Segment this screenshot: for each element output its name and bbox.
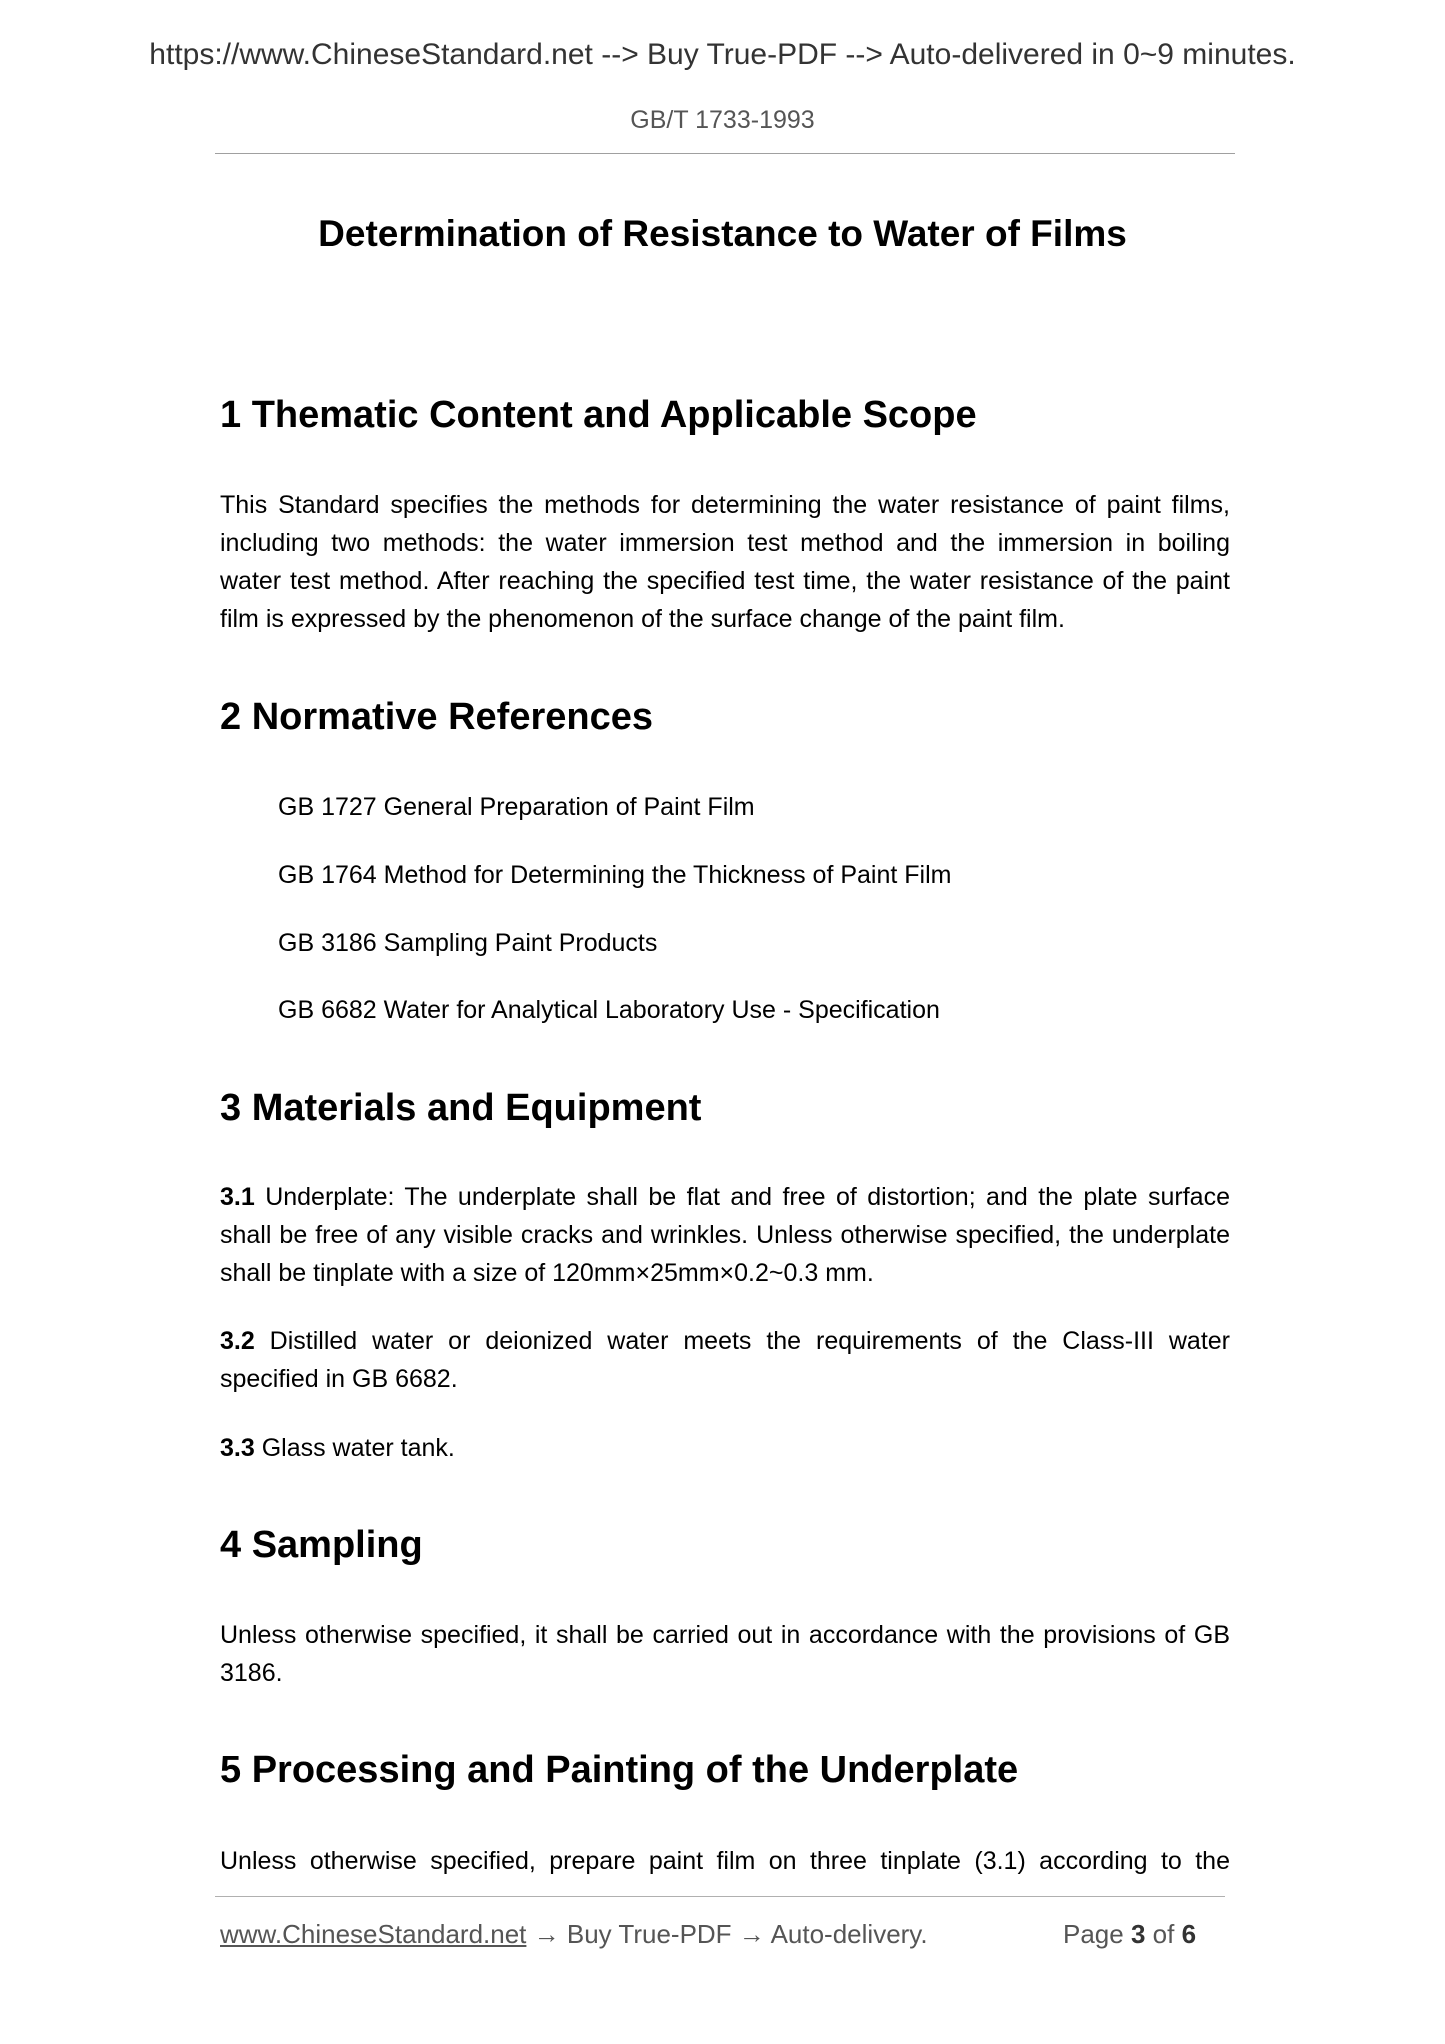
page-number <box>1063 1919 1196 1950</box>
clause-3-3 <box>220 1429 1230 1467</box>
top-banner: https://www.ChineseStandard.net --> Buy True-PDF --> Auto-delivered in 0~9 minutes. <box>149 38 1296 71</box>
footer-left <box>220 1919 928 1950</box>
document-title: Determination of Resistance to Water of Films <box>318 213 1127 254</box>
clause-number: 3.3 <box>220 1434 255 1462</box>
clause-text: Distilled water or deionized water meets the requirements of the Class-III water specified in GB 6682. <box>220 1327 1230 1393</box>
section-2-heading: 2 Normative References <box>220 696 653 738</box>
section-3-heading: 3 Materials and Equipment <box>220 1087 702 1129</box>
clause-text: Glass water tank. <box>254 1434 455 1462</box>
reference-item: GB 3186 Sampling Paint Products <box>278 929 658 957</box>
clause-number: 3.2 <box>220 1327 255 1355</box>
page-label: Page <box>1063 1919 1124 1949</box>
clause-text: Underplate: The underplate shall be flat and free of distortion; and the plate surface shall be free of any visible cracks and wrinkles. Unless otherwise specified, the underplate shall be tinplate with a size of 120mm×25mm×0.2~0.3 mm. <box>220 1183 1230 1287</box>
page-total: 6 <box>1181 1919 1197 1949</box>
page-of: of <box>1152 1919 1175 1949</box>
section-5-heading: 5 Processing and Painting of the Underplate <box>220 1749 1019 1791</box>
clause-3-2 <box>220 1322 1230 1398</box>
section-4-heading: 4 Sampling <box>220 1524 423 1566</box>
reference-item: GB 6682 Water for Analytical Laboratory Use - Specification <box>278 996 940 1024</box>
clause-3-1 <box>220 1178 1230 1292</box>
section-4-body: Unless otherwise specified, it shall be carried out in accordance with the provisions of GB 3186. <box>220 1621 1230 1687</box>
reference-item: GB 1764 Method for Determining the Thickness of Paint Film <box>278 861 952 889</box>
standard-code: GB/T 1733-1993 <box>630 106 815 134</box>
section-5-body: Unless otherwise specified, prepare paint film on three tinplate (3.1) according to the <box>220 1847 1230 1875</box>
section-1-heading: 1 Thematic Content and Applicable Scope <box>220 394 977 436</box>
footer-divider <box>215 1896 1225 1897</box>
footer-tagline: → Buy True-PDF → Auto-delivery. <box>526 1919 928 1949</box>
page-current: 3 <box>1130 1919 1146 1949</box>
section-1-body: This Standard specifies the methods for determining the water resistance of paint films, including two methods: the water immersion test method and the immersion in boiling water test method. After reaching the specified test time, the water resistance of the paint film is expressed by the phenomenon of the surface change of the paint film. <box>220 491 1230 633</box>
reference-item: GB 1727 General Preparation of Paint Film <box>278 793 755 821</box>
footer-website-link[interactable]: www.ChineseStandard.net <box>220 1919 527 1949</box>
header-divider <box>215 153 1235 154</box>
clause-number: 3.1 <box>220 1183 255 1211</box>
